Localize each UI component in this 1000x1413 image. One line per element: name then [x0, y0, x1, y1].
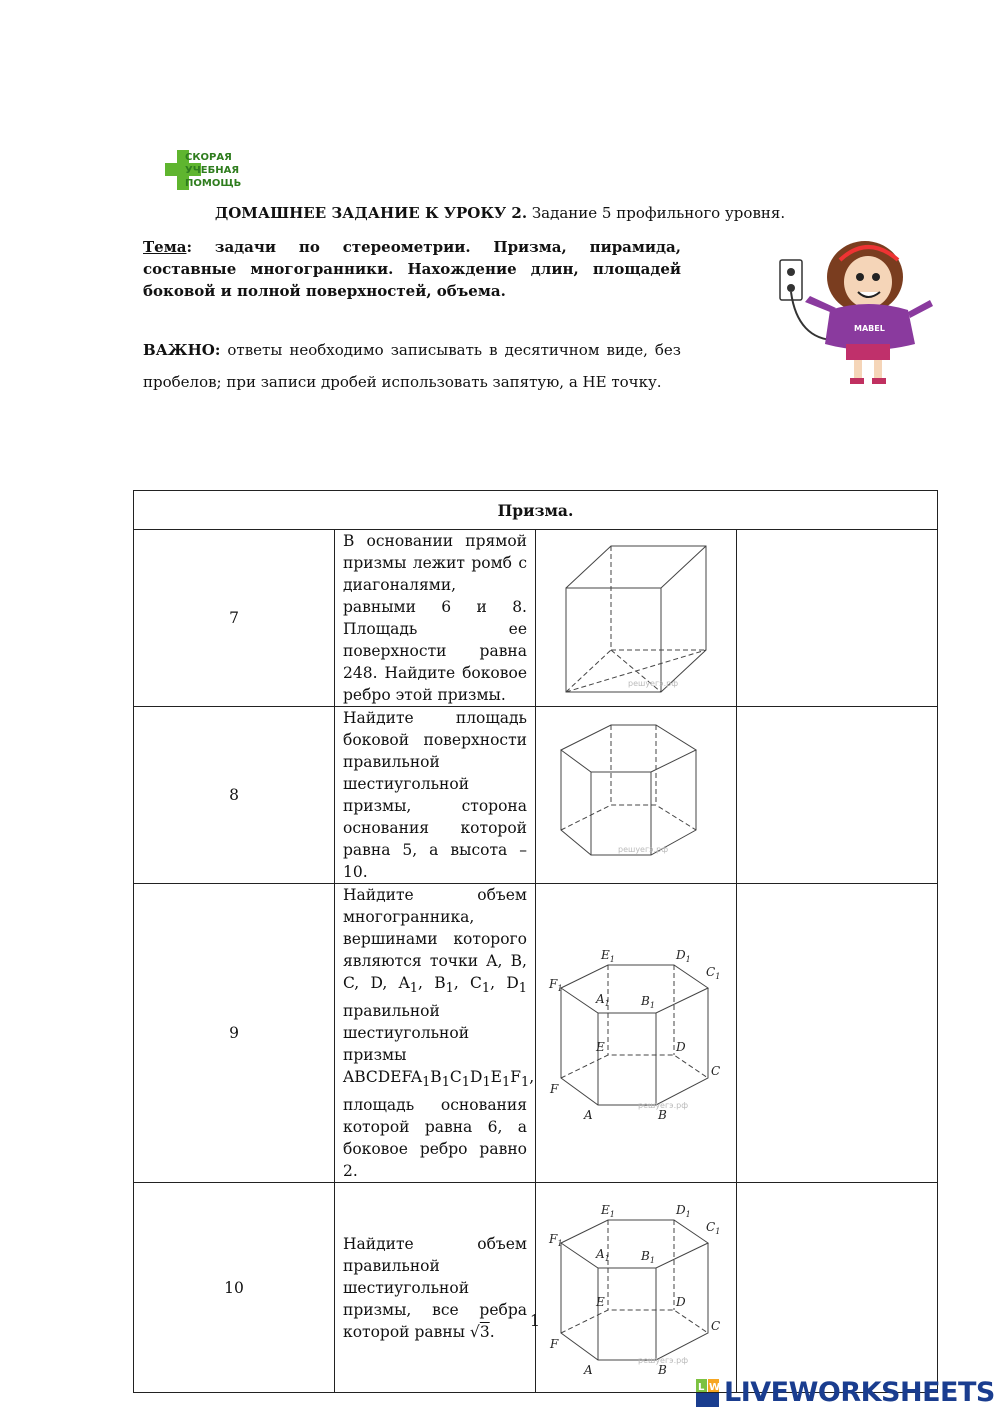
vertex-label-b1: $B_1$ — [641, 994, 655, 1011]
liveworksheets-logo[interactable] — [696, 1376, 995, 1410]
vertex-label-a1: $A_1$ — [596, 1246, 610, 1263]
important-note — [143, 334, 681, 398]
watermark: решуегэ.рф — [628, 679, 679, 688]
labeled-hexagonal-prism-figure — [546, 943, 726, 1123]
svg-text:L: L — [698, 1382, 705, 1393]
prism-tasks-table — [133, 490, 938, 1393]
task-figure-cell — [536, 530, 737, 707]
table-header: Призма. — [134, 491, 938, 530]
hexagonal-prism-figure — [556, 720, 716, 870]
cartoon-girl-illustration — [770, 232, 940, 392]
vertex-label-f: F — [550, 1336, 559, 1351]
answer-cell[interactable] — [737, 530, 938, 707]
task-number: 10 — [134, 1183, 335, 1393]
vertex-label-c: C — [711, 1064, 721, 1079]
vertex-label-f: F — [550, 1082, 559, 1097]
vertex-label-e: E — [596, 1294, 605, 1309]
table-row — [134, 1183, 938, 1393]
table-row — [134, 884, 938, 1183]
rhombus-prism-figure — [556, 538, 716, 698]
task-figure-cell — [536, 707, 737, 884]
answer-cell[interactable] — [737, 707, 938, 884]
heading-bold: ДОМАШНЕЕ ЗАДАНИЕ К УРОКУ 2. — [214, 204, 528, 222]
topic-text: : задачи по стереометрии. Призма, пирамида, составные многогранники. Нахождение длин, площадей боковой и полной поверхностей, объема. — [143, 238, 681, 300]
vertex-label-b: B — [658, 1362, 667, 1377]
vertex-label-a: A — [584, 1108, 593, 1123]
table-row — [134, 530, 938, 707]
logo-line-2: УЧЕБНАЯ — [185, 165, 240, 176]
vertex-label-d: D — [676, 1294, 686, 1309]
vertex-label-f1: $F_1$ — [549, 977, 563, 994]
liveworksheets-brand: LIVEWORKSHEETS — [724, 1377, 995, 1408]
liveworksheets-badge-icon — [696, 1379, 720, 1407]
task-text: Найдите объем правильной шестиугольной призмы, все ребра которой равны √3. — [335, 1183, 536, 1393]
vertex-label-b1: $B_1$ — [641, 1248, 655, 1265]
skoraya-uchebnaya-pomoshch-logo — [163, 148, 245, 192]
vertex-label-c1: $C_1$ — [706, 965, 721, 982]
labeled-hexagonal-prism-figure — [546, 1198, 726, 1378]
task-number: 7 — [134, 530, 335, 707]
vertex-label-e1: $E_1$ — [601, 1202, 615, 1219]
answer-cell[interactable] — [737, 1183, 938, 1393]
task-text: В основании прямой призмы лежит ромб с диагоналями, равными 6 и 8. Площадь ее поверхности равна 248. Найдите боковое ребро этой призмы. — [335, 530, 536, 707]
heading-rest: Задание 5 профильного уровня. — [527, 204, 786, 222]
sweater-text: MABEL — [854, 324, 885, 333]
vertex-label-c1: $C_1$ — [706, 1219, 721, 1236]
task-number: 9 — [134, 884, 335, 1183]
important-text: ответы необходимо записывать в десятичном виде, без пробелов; при записи дробей использовать запятую, а НЕ точку. — [143, 341, 681, 391]
watermark: решуегэ.рф — [638, 1355, 689, 1365]
vertex-label-a: A — [584, 1362, 593, 1377]
sqrt-radicand: 3 — [479, 1322, 490, 1341]
vertex-label-a1: $A_1$ — [596, 992, 610, 1009]
watermark: решуегэ.рф — [638, 1101, 689, 1111]
vertex-label-f1: $F_1$ — [549, 1231, 563, 1248]
important-label: ВАЖНО: — [143, 341, 221, 359]
answer-cell[interactable] — [737, 884, 938, 1183]
svg-text:W: W — [709, 1382, 720, 1393]
task-number: 8 — [134, 707, 335, 884]
task-text: Найдите площадь боковой поверхности правильной шестиугольной призмы, сторона основания которой равна 5, а высота – 10. — [335, 707, 536, 884]
logo-line-3: ПОМОЩЬ — [185, 178, 242, 189]
homework-heading — [0, 204, 1000, 222]
vertex-label-b: B — [658, 1108, 667, 1123]
task-figure-cell — [536, 884, 737, 1183]
vertex-label-d: D — [676, 1040, 686, 1055]
vertex-label-e1: $E_1$ — [601, 948, 615, 965]
vertex-label-c: C — [711, 1318, 721, 1333]
topic-label: Тема — [143, 238, 187, 256]
vertex-label-d1: $D_1$ — [676, 948, 691, 965]
topic-paragraph — [143, 236, 681, 302]
vertex-label-d1: $D_1$ — [676, 1202, 691, 1219]
vertex-label-e: E — [596, 1040, 605, 1055]
page-number: 1 — [529, 1311, 541, 1330]
table-row — [134, 707, 938, 884]
watermark: решуегэ.рф — [618, 845, 669, 854]
task-figure-cell — [536, 1183, 737, 1393]
logo-line-1: СКОРАЯ — [185, 152, 232, 163]
task-text: Найдите объем многогранника, вершинами которого являются точки A, B, C, D, $A_1$, $B_1$, $C_1$, $D_1$ правильной шестиугольной призмы $ABCDEFA_1B_1C_1D_1E_1F_1$, площадь основания которой равна 6, а боковое ребро равно 2. — [335, 884, 536, 1183]
